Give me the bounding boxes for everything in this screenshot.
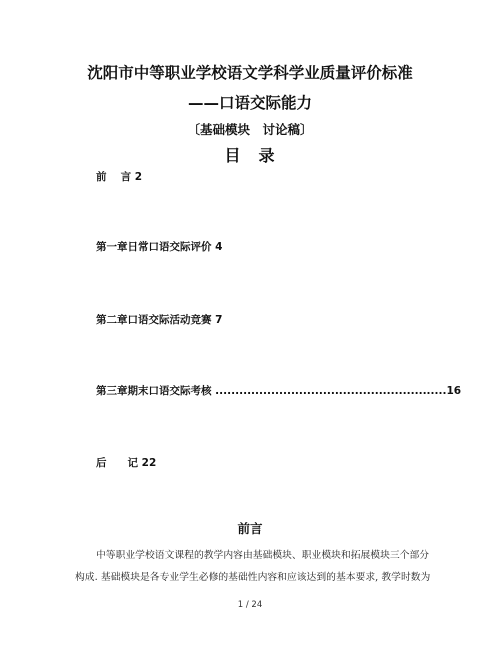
toc-entry-chapter-3[interactable]: 第三章期末口语交际考核 ..........................................................16 <box>96 385 462 397</box>
section-heading: 前言 <box>237 521 263 536</box>
paragraph-line: 中等职业学校语文课程的教学内容由基础模块、职业模块和拓展模块三个部分 <box>96 550 430 561</box>
document-title: 沈阳市中等职业学校语文学科学业质量评价标准 <box>87 64 413 82</box>
toc-entry-chapter-2[interactable]: 第二章口语交际活动竞赛 7 <box>96 314 223 326</box>
document-subtitle: 〔基础模块 讨论稿〕 <box>187 122 313 137</box>
paragraph-line: 构成. 基础模块是各专业学生必修的基础性内容和应该达到的基本要求, 教学时数为 <box>75 572 431 583</box>
document-title-continuation: ——口语交际能力 <box>187 94 312 112</box>
toc-entry-afterword[interactable]: 后 记 22 <box>96 457 157 469</box>
toc-entry-chapter-1[interactable]: 第一章日常口语交际评价 4 <box>96 241 223 253</box>
toc-entry-preface[interactable]: 前 言 2 <box>96 171 143 183</box>
page-indicator: 1 / 24 <box>237 600 263 610</box>
toc-heading: 目 录 <box>224 146 276 165</box>
